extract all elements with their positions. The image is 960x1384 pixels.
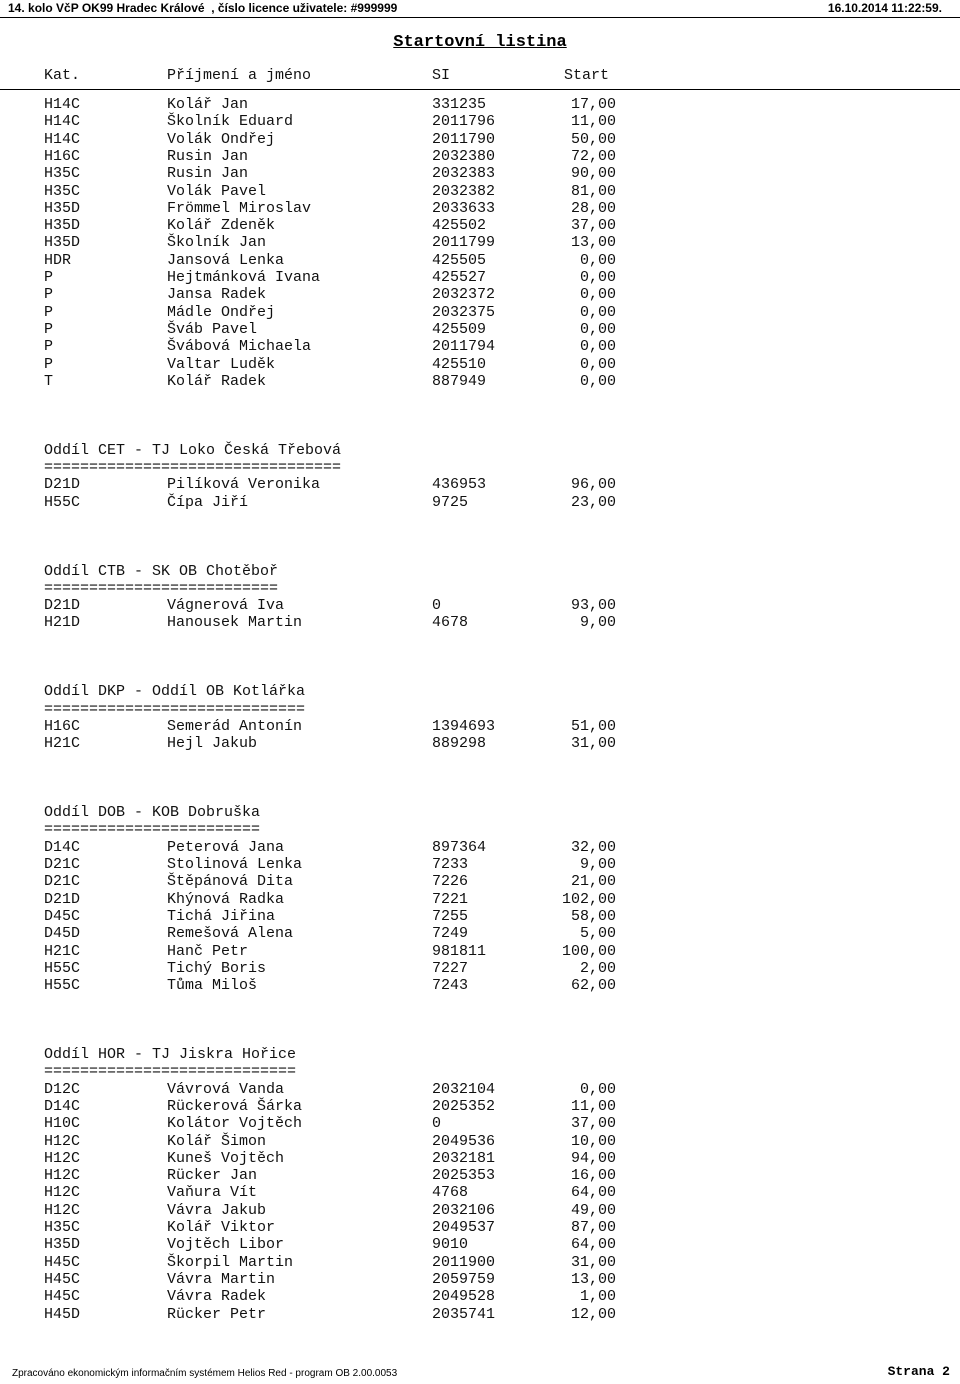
list-row xyxy=(0,96,960,113)
list-row xyxy=(0,252,960,269)
si-cell: 7221 xyxy=(432,890,469,908)
start-time-cell: 10,00 xyxy=(570,1132,616,1150)
si-cell: 425509 xyxy=(432,320,487,338)
category-cell: H21C xyxy=(44,735,81,753)
start-time-cell: 87,00 xyxy=(570,1219,616,1236)
list-row xyxy=(0,356,960,373)
start-time-cell: 0,00 xyxy=(579,269,616,286)
list-row xyxy=(0,1184,960,1201)
category-cell: D14C xyxy=(44,838,81,856)
start-time-cell: 11,00 xyxy=(570,113,616,131)
si-cell: 2032380 xyxy=(432,147,496,165)
category-cell: P xyxy=(44,286,54,304)
start-time-cell: 51,00 xyxy=(570,717,616,735)
start-time-cell: 13,00 xyxy=(570,234,616,252)
category-cell: D21D xyxy=(44,476,81,494)
name-cell: Vágnerová Iva xyxy=(167,597,285,615)
event-info: 14. kolo VčP OK99 Hradec Králové , číslo licence uživatele: #999999 xyxy=(8,1,398,15)
si-cell: 2049528 xyxy=(432,1288,496,1306)
si-cell: 2032106 xyxy=(432,1201,496,1219)
start-time-cell: 0,00 xyxy=(579,286,616,304)
category-cell: H55C xyxy=(44,959,81,977)
category-cell: H45C xyxy=(44,1270,81,1288)
list-row xyxy=(0,1271,960,1288)
name-cell: Školník Jan xyxy=(167,234,267,252)
si-cell: 7255 xyxy=(432,907,469,925)
start-time-cell: 64,00 xyxy=(570,1184,616,1202)
name-cell: Kolář Zdeněk xyxy=(167,217,276,235)
category-cell: H35D xyxy=(44,217,81,235)
start-time-cell: 13,00 xyxy=(570,1270,616,1288)
name-cell: Kuneš Vojtěch xyxy=(167,1149,285,1167)
name-cell: Khýnová Radka xyxy=(167,890,285,908)
si-cell: 0 xyxy=(432,597,442,615)
category-cell: H35C xyxy=(44,1219,81,1236)
section-underline-rule: ========================== xyxy=(44,579,279,597)
list-row xyxy=(0,1236,960,1253)
si-cell: 2011790 xyxy=(432,130,496,148)
start-time-cell: 16,00 xyxy=(570,1167,616,1185)
list-row xyxy=(0,338,960,355)
si-cell: 7226 xyxy=(432,873,469,891)
list-row xyxy=(0,1081,960,1098)
name-cell: Kolář Jan xyxy=(167,96,249,113)
start-time-cell: 0,00 xyxy=(579,355,616,373)
start-time-cell: 28,00 xyxy=(570,199,616,217)
name-cell: Škorpil Martin xyxy=(167,1253,294,1271)
name-cell: Hanousek Martin xyxy=(167,614,303,632)
club-section-title: Oddíl CTB - SK OB Chotěboř xyxy=(44,562,279,580)
name-cell: Valtar Luděk xyxy=(167,355,276,373)
si-cell: 2035741 xyxy=(432,1305,496,1323)
column-header-row xyxy=(0,67,960,90)
start-time-cell: 1,00 xyxy=(579,1288,616,1306)
start-time-cell: 0,00 xyxy=(579,372,616,390)
name-cell: Hejtmánková Ivana xyxy=(167,269,321,286)
list-row xyxy=(0,373,960,390)
list-row xyxy=(0,718,960,735)
list-row xyxy=(0,217,960,234)
si-cell: 897364 xyxy=(432,838,487,856)
start-time-cell: 0,00 xyxy=(579,1080,616,1098)
name-cell: Hejl Jakub xyxy=(167,735,258,753)
si-cell: 4678 xyxy=(432,614,469,632)
si-cell: 2025353 xyxy=(432,1167,496,1185)
si-cell: 7249 xyxy=(432,925,469,943)
name-cell: Rücker Jan xyxy=(167,1167,258,1185)
category-cell: H35D xyxy=(44,234,81,252)
name-cell: Kolář Šimon xyxy=(167,1132,267,1150)
start-time-cell: 94,00 xyxy=(570,1149,616,1167)
name-cell: Tůma Miloš xyxy=(167,977,258,995)
name-cell: Štěpánová Dita xyxy=(167,873,294,891)
category-cell: H35D xyxy=(44,199,81,217)
start-time-cell: 64,00 xyxy=(570,1236,616,1254)
name-cell: Semerád Antonín xyxy=(167,717,303,735)
name-cell: Rücker Petr xyxy=(167,1305,267,1323)
category-cell: D45C xyxy=(44,907,81,925)
category-cell: H35C xyxy=(44,165,81,183)
name-cell: Rusin Jan xyxy=(167,147,249,165)
list-row xyxy=(0,977,960,994)
category-cell: D21C xyxy=(44,873,81,891)
list-row xyxy=(0,131,960,148)
start-time-cell: 31,00 xyxy=(570,1253,616,1271)
list-row xyxy=(0,494,960,511)
start-time-cell: 2,00 xyxy=(579,959,616,977)
list-row xyxy=(0,1202,960,1219)
category-cell: H35C xyxy=(44,182,81,200)
name-cell: Volák Ondřej xyxy=(167,130,276,148)
name-cell: Jansová Lenka xyxy=(167,251,285,269)
si-cell: 425505 xyxy=(432,251,487,269)
start-time-cell: 50,00 xyxy=(570,130,616,148)
si-cell: 9010 xyxy=(432,1236,469,1254)
si-cell: 2059759 xyxy=(432,1270,496,1288)
si-cell: 1394693 xyxy=(432,717,496,735)
si-cell: 2011900 xyxy=(432,1253,496,1271)
start-time-cell: 49,00 xyxy=(570,1201,616,1219)
list-row xyxy=(0,908,960,925)
list-row xyxy=(0,1150,960,1167)
si-cell: 2033633 xyxy=(432,199,496,217)
category-cell: H12C xyxy=(44,1132,81,1150)
list-row xyxy=(0,614,960,631)
col-header-si: SI xyxy=(432,67,451,84)
start-time-cell: 5,00 xyxy=(579,925,616,943)
list-row xyxy=(0,234,960,251)
col-header-name: Příjmení a jméno xyxy=(167,67,312,84)
name-cell: Remešová Alena xyxy=(167,925,294,943)
category-cell: D21D xyxy=(44,890,81,908)
si-cell: 331235 xyxy=(432,96,487,113)
start-time-cell: 9,00 xyxy=(579,614,616,632)
category-cell: D21C xyxy=(44,856,81,873)
category-cell: H35D xyxy=(44,1236,81,1254)
category-cell: H10C xyxy=(44,1115,81,1133)
list-row xyxy=(0,113,960,130)
section-underline-rule: ======================== xyxy=(44,821,261,839)
list-row xyxy=(0,943,960,960)
name-cell: Jansa Radek xyxy=(167,286,267,304)
si-cell: 887949 xyxy=(432,372,487,390)
name-cell: Vojtěch Libor xyxy=(167,1236,285,1254)
list-row xyxy=(0,1306,960,1323)
si-cell: 4768 xyxy=(432,1184,469,1202)
category-cell: H21C xyxy=(44,942,81,960)
name-cell: Stolinová Lenka xyxy=(167,856,303,873)
list-row xyxy=(0,304,960,321)
name-cell: Vávra Martin xyxy=(167,1270,276,1288)
name-cell: Kolář Radek xyxy=(167,372,267,390)
list-row xyxy=(0,286,960,303)
si-cell: 7227 xyxy=(432,959,469,977)
club-section-title: Oddíl DOB - KOB Dobruška xyxy=(44,804,261,822)
list-row xyxy=(0,1219,960,1236)
category-cell: D21D xyxy=(44,597,81,615)
category-cell: P xyxy=(44,338,54,356)
list-row xyxy=(0,891,960,908)
category-cell: H14C xyxy=(44,130,81,148)
si-cell: 2011796 xyxy=(432,113,496,131)
list-row xyxy=(0,1254,960,1271)
si-cell: 2011794 xyxy=(432,338,496,356)
start-time-cell: 93,00 xyxy=(570,597,616,615)
start-time-cell: 9,00 xyxy=(579,856,616,873)
list-row xyxy=(0,1133,960,1150)
start-time-cell: 58,00 xyxy=(570,907,616,925)
list-row xyxy=(0,321,960,338)
club-section-title: Oddíl DKP - Oddíl OB Kotlářka xyxy=(44,683,306,701)
start-time-cell: 72,00 xyxy=(570,147,616,165)
category-cell: H14C xyxy=(44,96,81,113)
start-time-cell: 0,00 xyxy=(579,303,616,321)
si-cell: 2025352 xyxy=(432,1097,496,1115)
list-row xyxy=(0,476,960,493)
name-cell: Mádle Ondřej xyxy=(167,303,276,321)
category-cell: H14C xyxy=(44,113,81,131)
list-row xyxy=(0,873,960,890)
name-cell: Hanč Petr xyxy=(167,942,249,960)
category-cell: D12C xyxy=(44,1080,81,1098)
list-row xyxy=(0,839,960,856)
start-time-cell: 11,00 xyxy=(570,1097,616,1115)
name-cell: Kolátor Vojtěch xyxy=(167,1115,303,1133)
list-row xyxy=(0,856,960,873)
si-cell: 2032382 xyxy=(432,182,496,200)
si-cell: 2049536 xyxy=(432,1132,496,1150)
start-time-cell: 21,00 xyxy=(570,873,616,891)
start-time-cell: 62,00 xyxy=(570,977,616,995)
si-cell: 981811 xyxy=(432,942,487,960)
si-cell: 2049537 xyxy=(432,1219,496,1236)
name-cell: Tichá Jiřina xyxy=(167,907,276,925)
category-cell: D14C xyxy=(44,1097,81,1115)
si-cell: 2011799 xyxy=(432,234,496,252)
si-cell: 7233 xyxy=(432,856,469,873)
si-cell: 436953 xyxy=(432,476,487,494)
report-header-bar xyxy=(0,0,960,18)
section-underline-rule: ============================ xyxy=(44,1063,297,1081)
col-header-category: Kat. xyxy=(44,67,81,84)
si-cell: 7243 xyxy=(432,977,469,995)
category-cell: H55C xyxy=(44,977,81,995)
category-cell: P xyxy=(44,303,54,321)
name-cell: Šváb Pavel xyxy=(167,320,258,338)
name-cell: Kolář Viktor xyxy=(167,1219,276,1236)
start-time-cell: 12,00 xyxy=(570,1305,616,1323)
si-cell: 0 xyxy=(432,1115,442,1133)
start-time-cell: 96,00 xyxy=(570,476,616,494)
name-cell: Školník Eduard xyxy=(167,113,294,131)
name-cell: Vávra Jakub xyxy=(167,1201,267,1219)
section-underline-rule: ================================= xyxy=(44,459,342,476)
start-time-cell: 37,00 xyxy=(570,1115,616,1133)
si-cell: 2032372 xyxy=(432,286,496,304)
start-time-cell: 0,00 xyxy=(579,338,616,356)
start-time-cell: 32,00 xyxy=(570,838,616,856)
list-row xyxy=(0,597,960,614)
section-underline-rule: ============================= xyxy=(44,700,306,718)
category-cell: D45D xyxy=(44,925,81,943)
start-time-cell: 37,00 xyxy=(570,217,616,235)
category-cell: H12C xyxy=(44,1184,81,1202)
list-row xyxy=(0,269,960,286)
name-cell: Švábová Michaela xyxy=(167,338,312,356)
category-cell: P xyxy=(44,320,54,338)
footer-software-note: Zpracováno ekonomickým informačním systémem Helios Red - program OB 2.00.0053 xyxy=(12,1368,398,1379)
page-number: Strana 2 xyxy=(887,1364,950,1379)
si-cell: 2032383 xyxy=(432,165,496,183)
category-cell: H45D xyxy=(44,1305,81,1323)
list-row xyxy=(0,165,960,182)
category-cell: H55C xyxy=(44,493,81,511)
start-time-cell: 81,00 xyxy=(570,182,616,200)
name-cell: Peterová Jana xyxy=(167,838,285,856)
category-cell: P xyxy=(44,269,54,286)
start-time-cell: 31,00 xyxy=(570,735,616,753)
page-title: Startovní listina xyxy=(393,33,567,52)
category-cell: H12C xyxy=(44,1149,81,1167)
category-cell: H16C xyxy=(44,147,81,165)
list-row xyxy=(0,1115,960,1132)
col-header-start: Start xyxy=(564,67,610,84)
name-cell: Rückerová Šárka xyxy=(167,1097,303,1115)
category-cell: H45C xyxy=(44,1253,81,1271)
print-timestamp: 16.10.2014 11:22:59. xyxy=(827,1,942,15)
si-cell: 889298 xyxy=(432,735,487,753)
start-time-cell: 90,00 xyxy=(570,165,616,183)
category-cell: H16C xyxy=(44,717,81,735)
list-row xyxy=(0,1288,960,1305)
name-cell: Vávra Radek xyxy=(167,1288,267,1306)
club-section-title: Oddíl CET - TJ Loko Česká Třebová xyxy=(44,441,342,459)
start-time-cell: 0,00 xyxy=(579,320,616,338)
start-time-cell: 102,00 xyxy=(561,890,616,908)
name-cell: Vávrová Vanda xyxy=(167,1080,285,1098)
category-cell: H45C xyxy=(44,1288,81,1306)
list-row xyxy=(0,960,960,977)
name-cell: Frömmel Miroslav xyxy=(167,199,312,217)
category-cell: H12C xyxy=(44,1167,81,1185)
si-cell: 425527 xyxy=(432,269,487,286)
list-row xyxy=(0,925,960,942)
name-cell: Tichý Boris xyxy=(167,959,267,977)
start-time-cell: 17,00 xyxy=(570,96,616,113)
list-row xyxy=(0,183,960,200)
name-cell: Pilíková Veronika xyxy=(167,476,321,494)
si-cell: 2032375 xyxy=(432,303,496,321)
category-cell: T xyxy=(44,372,54,390)
si-cell: 2032181 xyxy=(432,1149,496,1167)
si-cell: 425510 xyxy=(432,355,487,373)
category-cell: H12C xyxy=(44,1201,81,1219)
start-time-cell: 23,00 xyxy=(570,493,616,511)
si-cell: 2032104 xyxy=(432,1080,496,1098)
si-cell: 425502 xyxy=(432,217,487,235)
list-row xyxy=(0,200,960,217)
club-section-title: Oddíl HOR - TJ Jiskra Hořice xyxy=(44,1046,297,1063)
si-cell: 9725 xyxy=(432,493,469,511)
list-row xyxy=(0,735,960,752)
list-row xyxy=(0,1167,960,1184)
start-time-cell: 100,00 xyxy=(561,942,616,960)
name-cell: Volák Pavel xyxy=(167,182,267,200)
name-cell: Rusin Jan xyxy=(167,165,249,183)
name-cell: Vaňura Vít xyxy=(167,1184,258,1202)
list-row xyxy=(0,148,960,165)
start-time-cell: 0,00 xyxy=(579,251,616,269)
name-cell: Čípa Jiří xyxy=(167,493,249,511)
category-cell: P xyxy=(44,355,54,373)
category-cell: H21D xyxy=(44,614,81,632)
list-row xyxy=(0,1098,960,1115)
category-cell: HDR xyxy=(44,251,72,269)
